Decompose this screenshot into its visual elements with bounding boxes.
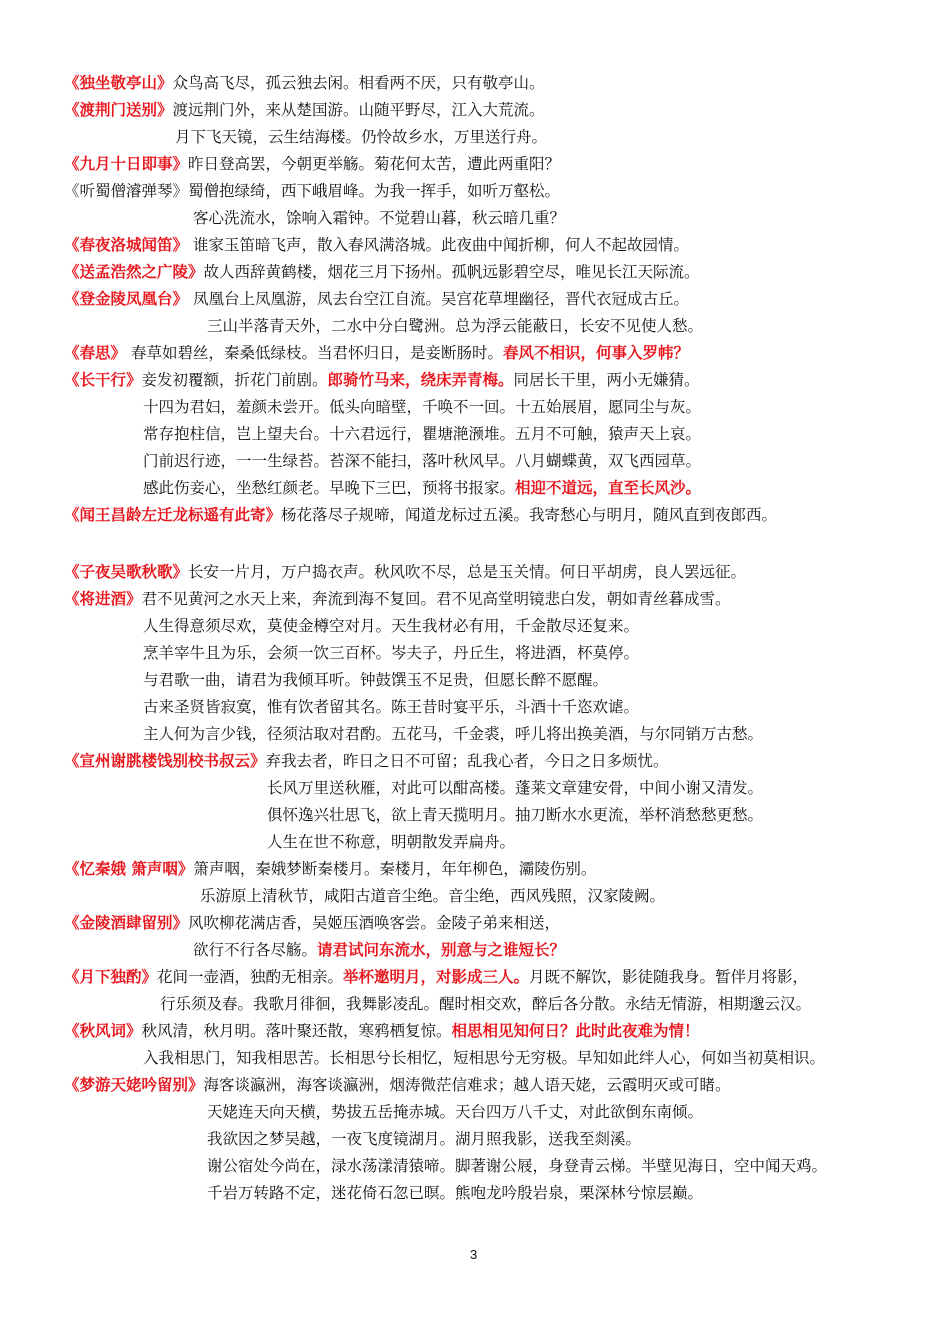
highlighted-verse: 举杯邀明月，对影成三人。 xyxy=(343,967,530,986)
verse-text: 凤凰台上凤凰游，凤去台空江自流。吴宫花草埋幽径，晋代衣冠成古丘。 xyxy=(188,290,689,308)
verse-text: 蜀僧抱绿绮，西下峨眉峰。为我一挥手，如听万壑松。 xyxy=(188,182,561,200)
verse-text: 谁家玉笛暗飞声，散入春风满洛城。此夜曲中闻折柳，何人不起故园情。 xyxy=(188,236,689,254)
verse-text: 欲行不行各尽觞。 xyxy=(193,941,318,959)
poem-line xyxy=(143,723,763,745)
verse-text: 与君歌一曲，请君为我倾耳听。钟鼓馔玉不足贵，但愿长醉不愿醒。 xyxy=(143,671,609,689)
poem-title: 《秋风词》 xyxy=(64,1021,142,1040)
poem-title: 《宣州谢朓楼饯别校书叔云》 xyxy=(64,751,266,770)
poem-line xyxy=(193,207,565,229)
poem-title: 《独坐敬亭山》 xyxy=(64,73,173,92)
verse-text: 长安一片月，万户捣衣声。秋风吹不尽，总是玉关情。何日平胡虏，良人罢远征。 xyxy=(188,563,747,581)
verse-text: 众鸟高飞尽，孤云独去闲。相看两不厌，只有敬亭山。 xyxy=(172,74,545,92)
verse-text: 行乐须及春。我歌月徘徊，我舞影凌乱。醒时相交欢，醉后各分散。永结无情游，相期邈云汉。 xyxy=(160,995,812,1013)
poem-line xyxy=(267,777,763,799)
verse-text: 人生在世不称意，明朝散发弄扁舟。 xyxy=(267,833,516,851)
poem-line xyxy=(64,261,700,283)
page-number: 3 xyxy=(470,1247,478,1262)
poem-line xyxy=(64,750,669,772)
highlighted-verse: 春风不相识，何事入罗帏？ xyxy=(502,343,689,362)
poem-line xyxy=(143,642,639,664)
poem-line xyxy=(160,993,811,1015)
poem-line xyxy=(64,234,689,256)
verse-text: 君不见黄河之水天上来，奔流到海不复回。君不见高堂明镜悲白发，朝如青丝暮成雪。 xyxy=(141,590,731,608)
verse-text: 主人何为言少钱，径须沽取对君酌。五花马，千金裘，呼儿将出换美酒，与尔同销万古愁。 xyxy=(143,725,764,743)
verse-text: 昨日登高罢，今朝更举觞。菊花何太苦，遭此两重阳？ xyxy=(188,155,561,173)
verse-text: 秋风清，秋月明。落叶聚还散，寒鸦栖复惊。 xyxy=(141,1022,452,1040)
poem-line xyxy=(207,1182,703,1204)
verse-text: 十四为君妇，羞颜未尝开。低头向暗壁，千唤不一回。十五始展眉，愿同尘与灰。 xyxy=(143,398,702,416)
verse-text: 俱怀逸兴壮思飞，欲上青天揽明月。抽刀断水水更流，举杯消愁愁更愁。 xyxy=(267,806,764,824)
verse-text: 感此伤妾心，坐愁红颜老。早晚下三巴，预将书报家。 xyxy=(143,479,516,497)
poem-title: 《子夜吴歌秋歌》 xyxy=(64,562,189,581)
poem-line xyxy=(143,396,701,418)
poem-line xyxy=(64,912,560,934)
verse-text: 客心洗流水，馀响入霜钟。不觉碧山暮，秋云暗几重？ xyxy=(193,209,566,227)
poem-line xyxy=(143,423,701,445)
verse-text: 千岩万转路不定，迷花倚石忽已暝。熊咆龙吟殷岩泉，栗深林兮惊层巅。 xyxy=(207,1184,704,1202)
poem-line xyxy=(64,588,731,610)
poem-line xyxy=(143,615,639,637)
verse-text: 长风万里送秋雁，对此可以酣高楼。蓬莱文章建安骨，中间小谢又清发。 xyxy=(267,779,764,797)
verse-text: 我欲因之梦吴越，一夜飞度镜湖月。湖月照我影，送我至剡溪。 xyxy=(207,1130,642,1148)
verse-text: 月下飞天镜，云生结海楼。仍怜故乡水，万里送行舟。 xyxy=(175,128,548,146)
poem-title: 《梦游天姥吟留别》 xyxy=(64,1075,204,1094)
poem-line xyxy=(64,369,700,391)
poem-line xyxy=(64,966,808,988)
poem-title: 《渡荆门送别》 xyxy=(64,100,173,119)
verse-text: 妾发初覆额，折花门前剧。 xyxy=(141,371,328,389)
highlighted-verse: 相思相见知何日？此时此夜难为情！ xyxy=(451,1021,700,1040)
verse-text: 花间一壶酒，独酌无相亲。 xyxy=(157,968,344,986)
poem-line xyxy=(207,1101,703,1123)
poem-line xyxy=(143,696,639,718)
verse-text: 月既不解饮，影徒随我身。暂伴月将影， xyxy=(529,968,809,986)
verse-text: 古来圣贤皆寂寞，惟有饮者留其名。陈王昔时宴平乐，斗酒十千恣欢谑。 xyxy=(143,698,640,716)
poem-line xyxy=(200,885,665,907)
verse-text: 杨花落尽子规啼，闻道龙标过五溪。我寄愁心与明月，随风直到夜郎西。 xyxy=(281,506,778,524)
verse-text: 门前迟行迹，一一生绿苔。苔深不能扫，落叶秋风早。八月蝴蝶黄，双飞西园草。 xyxy=(143,452,702,470)
poem-line xyxy=(143,669,608,691)
verse-text: 弃我去者，昨日之日不可留；乱我心者，今日之日多烦忧。 xyxy=(265,752,669,770)
poem-line xyxy=(64,342,689,364)
poem-title: 《登金陵凤凰台》 xyxy=(64,289,189,308)
highlighted-verse: 相迎不道远，直至长风沙。 xyxy=(515,478,702,497)
poem-line xyxy=(64,72,545,94)
poem-title: 《月下独酌》 xyxy=(64,967,158,986)
highlighted-verse: 请君试问东流水，别意与之谁短长？ xyxy=(317,940,566,959)
poem-line xyxy=(64,180,560,202)
poem-line xyxy=(64,1020,700,1042)
verse-text: 常存抱柱信，岂上望夫台。十六君远行，瞿塘滟滪堆。五月不可触，猿声天上哀。 xyxy=(143,425,702,443)
poem-title: 《九月十日即事》 xyxy=(64,154,189,173)
poem-line xyxy=(64,858,596,880)
verse-text: 烹羊宰牛且为乐，会须一饮三百杯。岑夫子，丹丘生，将进酒，杯莫停。 xyxy=(143,644,640,662)
poem-title: 《听蜀僧濬弹琴》 xyxy=(64,182,189,200)
poem-line xyxy=(175,126,547,148)
poem-title: 《春夜洛城闻笛》 xyxy=(64,235,189,254)
verse-text: 乐游原上清秋节，咸阳古道音尘绝。音尘绝，西风残照，汉家陵阙。 xyxy=(200,887,666,905)
verse-text: 三山半落青天外，二水中分白鹭洲。总为浮云能蔽日，长安不见使人愁。 xyxy=(207,317,704,335)
poem-line xyxy=(143,1047,825,1069)
poem-line xyxy=(64,99,545,121)
poem-line xyxy=(64,288,689,310)
verse-text: 海客谈瀛洲，海客谈瀛洲，烟涛微茫信难求；越人语天姥，云霞明灭或可睹。 xyxy=(203,1076,731,1094)
poem-title: 《将进酒》 xyxy=(64,589,142,608)
verse-text: 入我相思门，知我相思苦。长相思兮长相忆，短相思兮无穷极。早知如此绊人心，何如当初莫相识。 xyxy=(143,1049,826,1067)
verse-text: 人生得意须尽欢，莫使金樽空对月。天生我材必有用，千金散尽还复来。 xyxy=(143,617,640,635)
poem-line xyxy=(207,315,703,337)
poem-title: 《闻王昌龄左迁龙标遥有此寄》 xyxy=(64,505,282,524)
verse-text: 天姥连天向天横，势拔五岳掩赤城。天台四万八千丈，对此欲倒东南倾。 xyxy=(207,1103,704,1121)
poem-line xyxy=(207,1155,827,1177)
verse-text: 风吹柳花满店香，吴姬压酒唤客尝。金陵子弟来相送， xyxy=(188,914,561,932)
poem-line xyxy=(207,1128,641,1150)
verse-text: 春草如碧丝，秦桑低绿枝。当君怀归日，是妾断肠时。 xyxy=(126,344,503,362)
poem-title: 《送孟浩然之广陵》 xyxy=(64,262,204,281)
verse-text: 谢公宿处今尚在，渌水荡漾清猿啼。脚著谢公屐，身登青云梯。半壁见海日，空中闻天鸡。 xyxy=(207,1157,828,1175)
verse-text: 渡远荆门外，来从楚国游。山随平野尽，江入大荒流。 xyxy=(172,101,545,119)
poem-title: 《春思》 xyxy=(64,343,127,362)
poem-title: 《忆秦娥 箫声咽》 xyxy=(64,859,194,878)
verse-text: 故人西辞黄鹤楼，烟花三月下扬州。孤帆远影碧空尽，唯见长江天际流。 xyxy=(203,263,700,281)
poem-line xyxy=(64,1074,731,1096)
poem-line xyxy=(64,561,746,583)
poem-line xyxy=(267,831,515,853)
poem-line xyxy=(143,477,701,499)
verse-text: 箫声咽，秦娥梦断秦楼月。秦楼月，年年柳色，灞陵伤别。 xyxy=(193,860,597,878)
poem-line xyxy=(267,804,763,826)
poem-line xyxy=(193,939,565,961)
poem-line xyxy=(143,450,701,472)
verse-text: 同居长干里，两小无嫌猜。 xyxy=(513,371,700,389)
poem-title: 《金陵酒肆留别》 xyxy=(64,913,189,932)
highlighted-verse: 郎骑竹马来，绕床弄青梅。 xyxy=(327,370,514,389)
poem-title: 《长干行》 xyxy=(64,370,142,389)
poem-line xyxy=(64,153,560,175)
poem-line xyxy=(64,504,777,526)
